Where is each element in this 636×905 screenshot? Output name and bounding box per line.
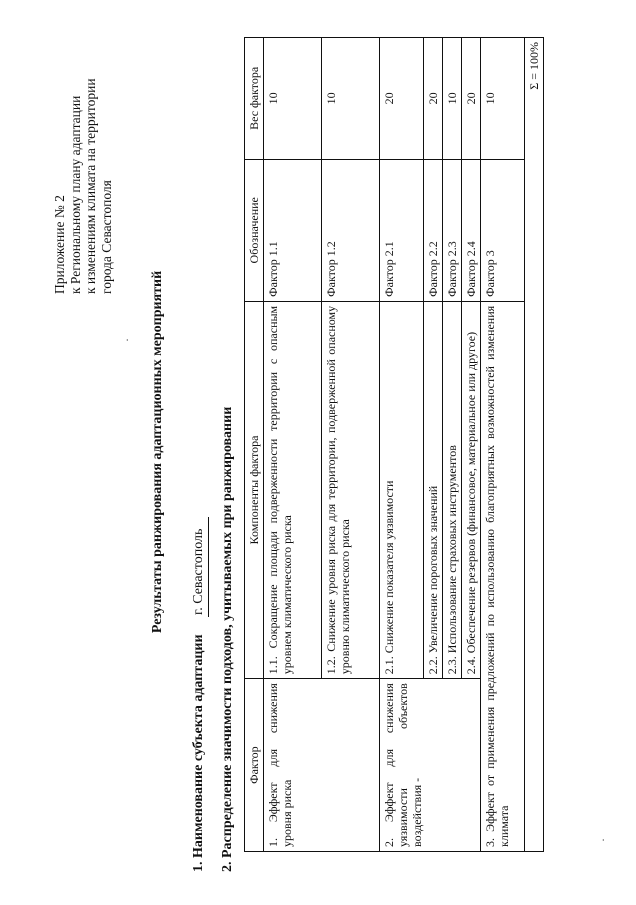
- table-header-row: [245, 38, 264, 852]
- appendix-line-4: города Севастополя: [98, 180, 114, 294]
- code-cell: Фактор 2.1: [380, 159, 424, 301]
- code-cell: Фактор 2.2: [424, 159, 443, 301]
- header-weight: Вес фактора: [245, 38, 264, 160]
- table-row: [264, 38, 322, 852]
- code-cell: Фактор 1.2: [322, 159, 380, 301]
- table-sum-row: [525, 38, 544, 852]
- scan-speck: ·: [120, 338, 134, 342]
- header-factor: Фактор: [245, 679, 264, 852]
- scan-speck: ·: [596, 838, 610, 842]
- factor-cell: 3. Эффект от применения предложений по использованию благоприятных возможностей изменения климата: [481, 301, 525, 851]
- component-cell: 2.2. Увеличение пороговых значений: [424, 301, 443, 678]
- factor-cell: 2. Эффект для снижения уязвимости объектов воздействия -: [380, 679, 481, 852]
- component-cell: 2.4. Обеспечение резервов (финансовое, материальное или другое): [462, 301, 481, 678]
- subject-value: г. Севастополь: [191, 517, 209, 617]
- ranking-table: [244, 37, 544, 852]
- weight-cell: 10: [264, 38, 322, 160]
- code-cell: Фактор 2.4: [462, 159, 481, 301]
- subject-label: 1. Наименование субъекта адаптации: [191, 634, 206, 872]
- appendix-header: [52, 29, 114, 294]
- rotated-document-page: [28, 22, 608, 882]
- appendix-line-1: Приложение № 2: [52, 195, 67, 294]
- component-cell: 2.1. Снижение показателя уязвимости: [380, 301, 424, 678]
- appendix-line-2: к Региональному плану адаптации: [67, 95, 83, 294]
- factor-cell: 1. Эффект для снижения уровня риска: [264, 679, 380, 852]
- subject-row: [191, 517, 209, 872]
- header-components: Компоненты фактора: [245, 301, 264, 678]
- table-row: [380, 38, 424, 852]
- component-cell: 2.3. Использование страховых инструментов: [443, 301, 462, 678]
- report-title: Результаты ранжирования адаптационных мероприятий: [150, 270, 165, 634]
- weight-cell: 20: [462, 38, 481, 160]
- weight-cell: 20: [424, 38, 443, 160]
- sum-cell: Σ = 100%: [525, 38, 544, 852]
- code-cell: Фактор 1.1: [264, 159, 322, 301]
- weight-cell: 20: [380, 38, 424, 160]
- header-code: Обозначение: [245, 159, 264, 301]
- table-row: [481, 38, 525, 852]
- section2-heading: 2. Распределение значимости подходов, учитываемых при ранжировании: [220, 406, 235, 872]
- component-cell: 1.1. Сокращение площади подверженности территории с опасным уровнем климатического риска: [264, 301, 322, 678]
- component-cell: 1.2. Снижение уровня риска для территории, подверженной опасному уровню климатического риска: [322, 301, 380, 678]
- weight-cell: 10: [443, 38, 462, 160]
- code-cell: Фактор 3: [481, 159, 525, 301]
- weight-cell: 10: [481, 38, 525, 160]
- weight-cell: 10: [322, 38, 380, 160]
- appendix-line-3: к изменениям климата на территории: [83, 78, 98, 294]
- code-cell: Фактор 2.3: [443, 159, 462, 301]
